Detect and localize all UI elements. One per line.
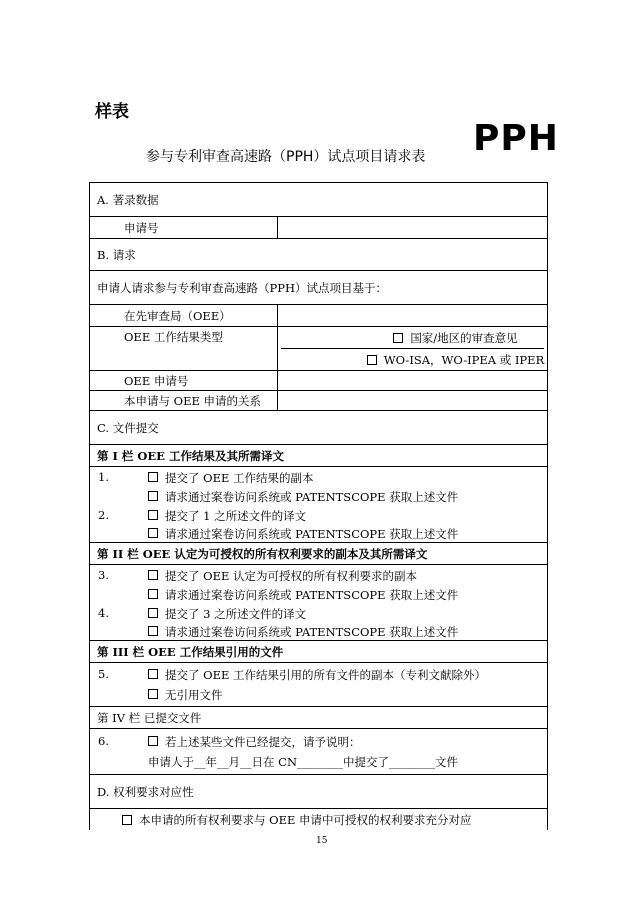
checkbox-icon: [148, 689, 158, 699]
section-d-heading: D. 权利要求对应性: [89, 774, 548, 808]
item-number: 3.: [98, 568, 109, 582]
checkbox-item[interactable]: 提交了 1 之所述文件的译文: [148, 508, 306, 524]
column-4-heading: 第 IV 栏 已提交文件: [89, 706, 548, 728]
page-number: 15: [316, 836, 328, 846]
section-c-heading: C. 文件提交: [89, 410, 548, 444]
claims-correspondence-row: [89, 808, 548, 830]
application-number-label: 申请号: [90, 217, 278, 238]
checkbox-icon: [148, 472, 158, 482]
item-number: 1.: [98, 470, 109, 484]
work-type-label: OEE 工作结果类型: [90, 327, 278, 370]
checkbox-icon: [148, 510, 158, 520]
item-number: 5.: [98, 667, 109, 681]
checkbox-item[interactable]: 请求通过案卷访问系统或 PATENTSCOPE 获取上述文件: [148, 526, 458, 542]
checkbox-icon: [148, 589, 158, 599]
section-a-heading: A. 著录数据: [89, 182, 548, 216]
checkbox-icon: [148, 736, 158, 746]
application-number-field[interactable]: [278, 217, 547, 238]
checkbox-item[interactable]: 若上述某些文件已经提交，请予说明：: [148, 734, 361, 750]
claims-correspondence-checkbox[interactable]: 本申请的所有权利要求与 OEE 申请中可授权的权利要求充分对应: [90, 809, 547, 830]
item-number: 2.: [98, 508, 109, 522]
section-b-heading: B. 请求: [89, 238, 548, 270]
option-wo-checkbox[interactable]: WO-ISA，WO-IPEA 或 IPER: [281, 348, 544, 370]
column-3-heading: 第 III 栏 OEE 工作结果引用的文件: [89, 640, 548, 662]
checkbox-item[interactable]: 请求通过案卷访问系统或 PATENTSCOPE 获取上述文件: [148, 587, 458, 603]
checkbox-item[interactable]: 提交了 3 之所述文件的译文: [148, 606, 306, 622]
relation-field[interactable]: [278, 391, 547, 410]
oee-app-number-label: OEE 申请号: [90, 371, 278, 390]
application-number-row: [89, 216, 548, 238]
column-1-items: [89, 466, 548, 542]
work-type-row: [89, 326, 548, 370]
column-2-heading: 第 II 栏 OEE 认定为可授权的所有权利要求的副本及其所需译文: [89, 542, 548, 564]
pph-logo: PPH: [473, 118, 559, 159]
checkbox-icon: [148, 570, 158, 580]
checkbox-item[interactable]: 提交了 OEE 认定为可授权的所有权利要求的副本: [148, 568, 417, 584]
sample-label: 样表: [95, 102, 129, 122]
checkbox-item[interactable]: 请求通过案卷访问系统或 PATENTSCOPE 获取上述文件: [148, 624, 458, 640]
checkbox-icon: [393, 333, 403, 343]
checkbox-icon: [148, 626, 158, 636]
submission-note: 申请人于__年__月__日在 CN________中提交了________文件: [148, 755, 459, 769]
column-2-items: [89, 564, 548, 640]
form-title: 参与专利审查高速路（PPH）试点项目请求表: [146, 149, 426, 165]
oee-app-number-row: [89, 370, 548, 390]
checkbox-item[interactable]: 提交了 OEE 工作结果引用的所有文件的副本（专利文献除外）: [148, 667, 486, 683]
checkbox-icon: [148, 528, 158, 538]
oee-label: 在先审查局（OEE）: [90, 305, 278, 326]
relation-row: [89, 390, 548, 410]
item-number: 6.: [98, 734, 109, 748]
oee-field[interactable]: [278, 305, 547, 326]
checkbox-item[interactable]: 请求通过案卷访问系统或 PATENTSCOPE 获取上述文件: [148, 489, 458, 505]
checkbox-icon: [367, 355, 377, 365]
item-number: 4.: [98, 606, 109, 620]
checkbox-icon: [148, 608, 158, 618]
column-1-heading: 第 I 栏 OEE 工作结果及其所需译文: [89, 444, 548, 466]
checkbox-icon: [148, 669, 158, 679]
pph-request-form: [89, 182, 548, 830]
column-3-items: [89, 662, 548, 706]
column-4-items: [89, 728, 548, 774]
option-national-checkbox[interactable]: 国家/地区的审查意见: [307, 327, 517, 348]
oee-app-number-field[interactable]: [278, 371, 547, 390]
oee-row: [89, 304, 548, 326]
checkbox-item[interactable]: 提交了 OEE 工作结果的副本: [148, 470, 314, 486]
checkbox-icon: [122, 815, 132, 825]
checkbox-icon: [148, 491, 158, 501]
checkbox-item[interactable]: 无引用文件: [148, 687, 223, 703]
request-statement: 申请人请求参与专利审查高速路（PPH）试点项目基于：: [89, 270, 548, 304]
relation-label: 本申请与 OEE 申请的关系: [90, 391, 278, 410]
